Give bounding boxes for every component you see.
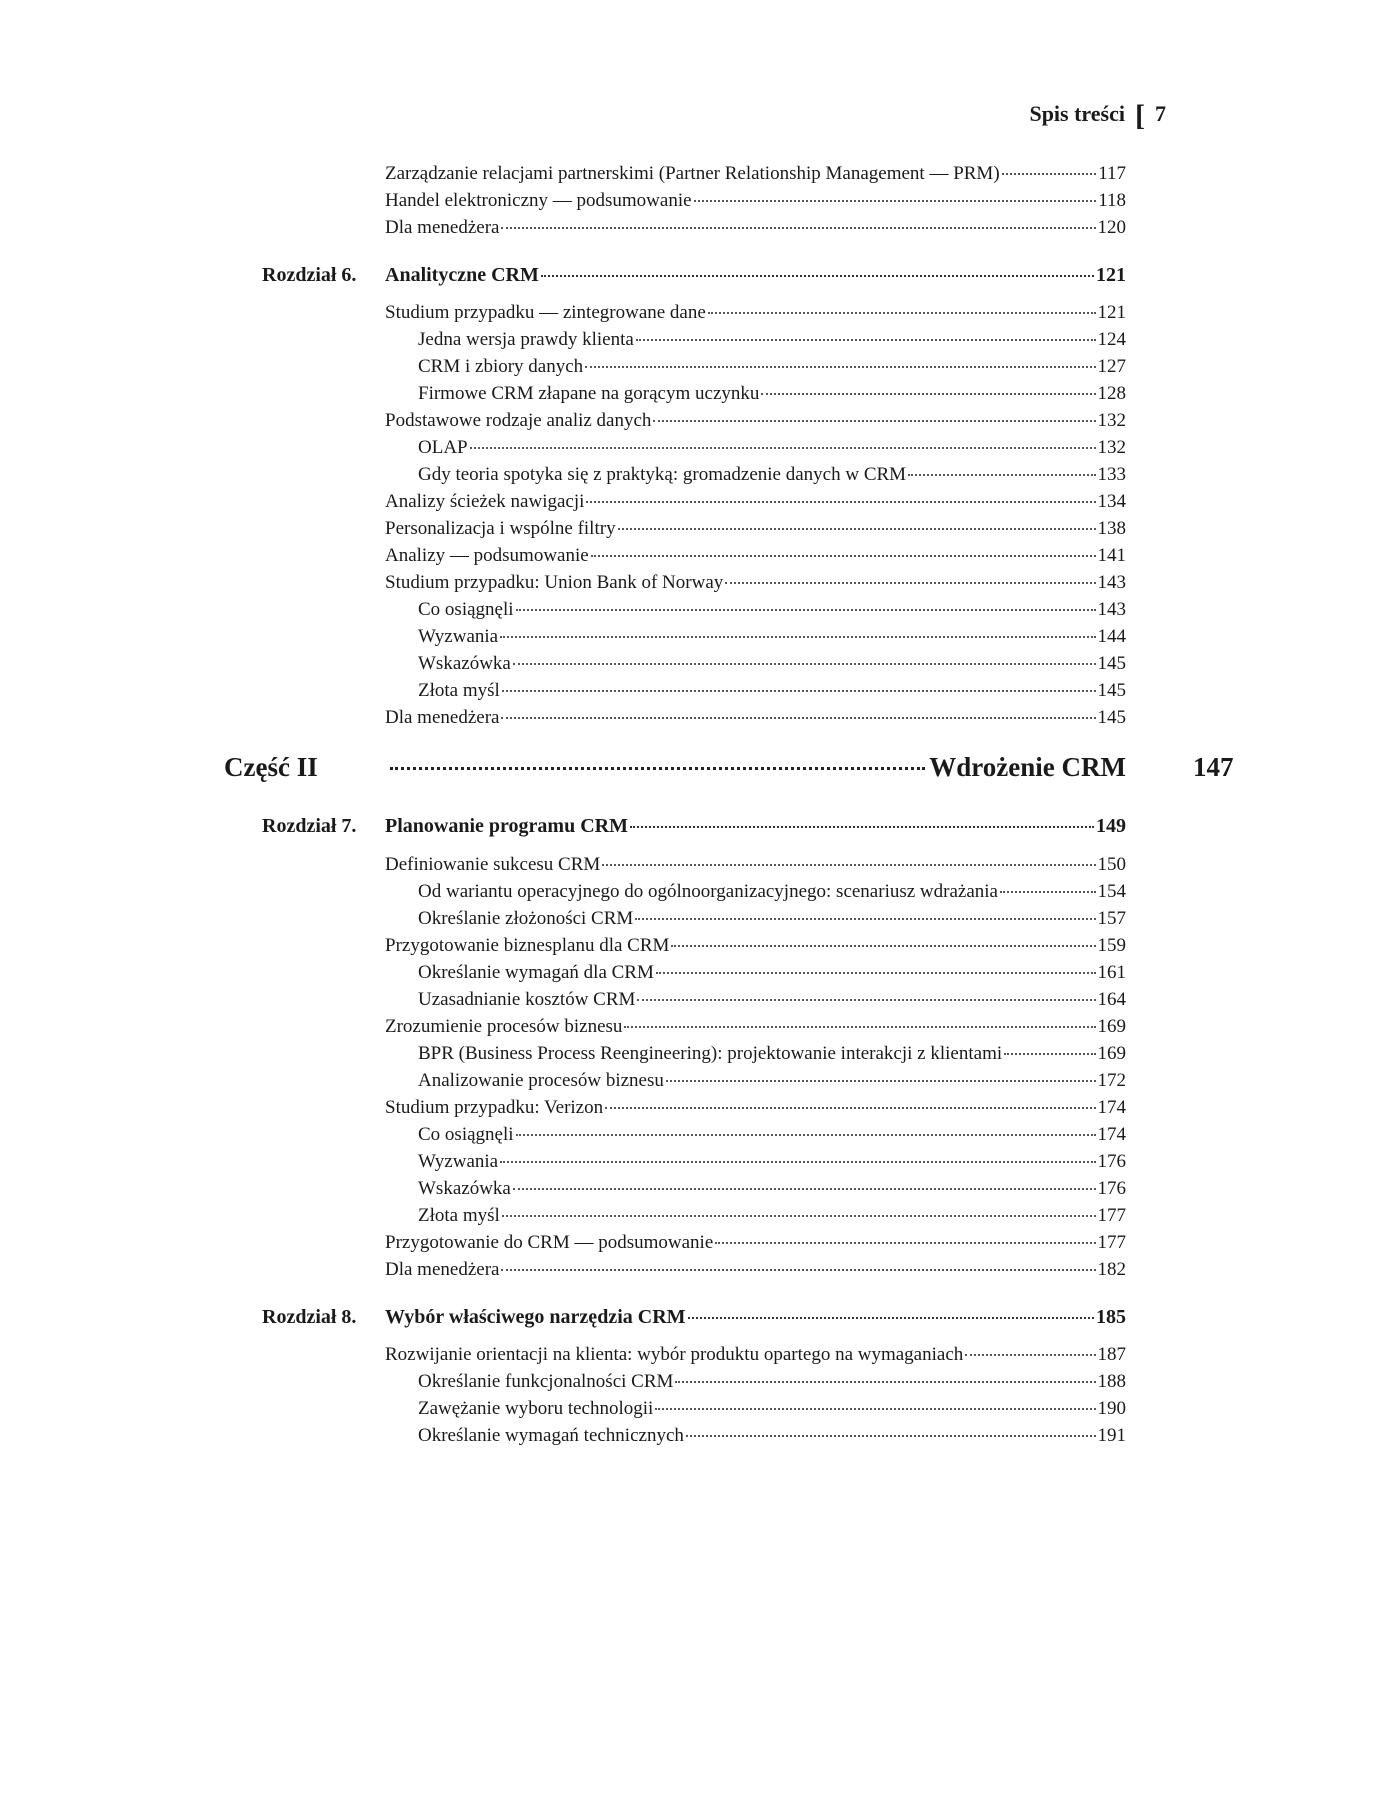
toc-entry-title: Analizy ścieżek nawigacji: [385, 491, 585, 512]
toc-entry: [385, 1232, 1126, 1254]
toc-entry-page: 132: [1097, 410, 1126, 431]
toc-subentry: [418, 1371, 1126, 1393]
dot-leader: [635, 918, 1095, 920]
chapter-entry: [385, 1306, 1126, 1329]
toc-entry-page: 117: [1098, 163, 1126, 184]
dot-leader: [675, 1381, 1095, 1383]
toc-entry-page: 145: [1097, 680, 1126, 701]
toc-entry-title: Dla menedżera: [385, 1259, 500, 1280]
chapter-page: 149: [1096, 815, 1126, 837]
dot-leader: [516, 609, 1096, 611]
toc-entry-title: Przygotowanie do CRM — podsumowanie: [385, 1232, 714, 1253]
dot-leader: [470, 447, 1096, 449]
dot-leader: [501, 227, 1095, 229]
dot-leader: [715, 1242, 1095, 1244]
toc-entry-page: 169: [1097, 1016, 1126, 1037]
toc-entry-page: 143: [1097, 572, 1126, 593]
toc-entry-page: 132: [1097, 437, 1126, 458]
toc-entry-page: 154: [1097, 881, 1126, 902]
dot-leader: [585, 366, 1095, 368]
toc-entry-title: Wskazówka: [418, 1178, 511, 1199]
toc-entry: [385, 163, 1126, 185]
toc-entry-page: 127: [1097, 356, 1126, 377]
toc-entry: [385, 190, 1126, 212]
dot-leader: [618, 528, 1096, 530]
dot-leader: [602, 864, 1095, 866]
dot-leader: [1002, 173, 1097, 175]
dot-leader: [502, 690, 1096, 692]
dot-leader: [666, 1080, 1096, 1082]
toc-subentry: [418, 626, 1126, 648]
toc-entry: [385, 1344, 1126, 1366]
toc-entry-title: Studium przypadku: Verizon: [385, 1097, 604, 1118]
toc-entry-page: 190: [1097, 1398, 1126, 1419]
dot-leader: [653, 420, 1095, 422]
dot-leader: [500, 636, 1095, 638]
dot-leader: [908, 474, 1095, 476]
toc-entry-title: Definiowanie sukcesu CRM: [385, 854, 601, 875]
dot-leader: [501, 717, 1095, 719]
toc-entry-page: 138: [1097, 518, 1126, 539]
toc-entry-page: 172: [1097, 1070, 1126, 1091]
toc-entry-page: 169: [1097, 1043, 1126, 1064]
toc-entry-title: Rozwijanie orientacji na klienta: wybór produktu opartego na wymaganiach: [385, 1344, 964, 1365]
toc-entry-title: Firmowe CRM złapane na gorącym uczynku: [418, 383, 760, 404]
toc-subentry: [418, 1043, 1126, 1065]
toc-entry: [385, 707, 1126, 729]
dot-leader: [516, 1134, 1096, 1136]
toc-subentry: [418, 437, 1126, 459]
toc-subentry: [418, 599, 1126, 621]
toc-entry-title: Od wariantu operacyjnego do ogólnoorganizacyjnego: scenariusz wdrażania: [418, 881, 998, 902]
dot-leader: [1004, 1053, 1095, 1055]
dot-leader: [656, 972, 1096, 974]
toc-entry: [385, 1016, 1126, 1038]
toc-subentry: [418, 464, 1126, 486]
dot-leader: [591, 555, 1096, 557]
toc-entry-page: 174: [1097, 1124, 1126, 1145]
toc-entry-page: 174: [1097, 1097, 1126, 1118]
toc-entry: [385, 410, 1126, 432]
chapter-title: Planowanie programu CRM: [385, 815, 628, 837]
toc-entry-title: Złota myśl: [418, 680, 500, 701]
toc-entry: [385, 1259, 1126, 1281]
toc-entry-page: 191: [1097, 1425, 1126, 1446]
toc-entry-title: Określanie wymagań dla CRM: [418, 962, 654, 983]
toc-entry-title: Jedna wersja prawdy klienta: [418, 329, 634, 350]
toc-entry-title: Zrozumienie procesów biznesu: [385, 1016, 623, 1037]
dot-leader: [630, 826, 1094, 828]
toc-subentry: [418, 356, 1126, 378]
toc-entry: [385, 935, 1126, 957]
part-title: Wdrożenie CRM: [929, 752, 1126, 782]
toc-entry-title: Personalizacja i wspólne filtry: [385, 518, 616, 539]
toc-entry-title: Studium przypadku — zintegrowane dane: [385, 302, 706, 323]
toc-entry-page: 128: [1097, 383, 1126, 404]
toc-entry: [385, 1097, 1126, 1119]
chapter-title: Analityczne CRM: [385, 264, 539, 286]
running-head-title: Spis treści: [1029, 101, 1125, 126]
dot-leader: [708, 312, 1096, 314]
dot-leader: [686, 1435, 1096, 1437]
toc-entry: [385, 545, 1126, 567]
dot-leader: [761, 393, 1095, 395]
dot-leader: [605, 1107, 1095, 1109]
dot-leader: [501, 1269, 1095, 1271]
toc-subentry: [418, 1151, 1126, 1173]
chapter-entry: [385, 264, 1126, 287]
part-label: Część II: [224, 752, 318, 782]
dot-leader: [725, 582, 1095, 584]
toc-entry-page: 157: [1097, 908, 1126, 929]
toc-subentry: [418, 653, 1126, 675]
toc-entry-page: 144: [1097, 626, 1126, 647]
toc-subentry: [418, 1070, 1126, 1092]
dot-leader: [655, 1408, 1095, 1410]
toc-subentry: [418, 881, 1126, 903]
toc-subentry: [418, 383, 1126, 405]
chapter-page: 121: [1096, 264, 1126, 286]
toc-entry-page: 141: [1097, 545, 1126, 566]
chapter-label: Rozdział 8.: [262, 1306, 357, 1328]
dot-leader: [1000, 891, 1096, 893]
toc-entry-page: 145: [1097, 707, 1126, 728]
toc-entry-title: Analizowanie procesów biznesu: [418, 1070, 664, 1091]
toc-entry-page: 164: [1097, 989, 1126, 1010]
dot-leader: [694, 200, 1097, 202]
dot-leader: [636, 339, 1096, 341]
toc-entry-title: Dla menedżera: [385, 217, 500, 238]
toc-entry-page: 182: [1097, 1259, 1126, 1280]
dot-leader: [513, 663, 1096, 665]
toc-entry-title: Zawężanie wyboru technologii: [418, 1398, 654, 1419]
toc-subentry: [418, 1178, 1126, 1200]
toc-entry-title: Podstawowe rodzaje analiz danych: [385, 410, 652, 431]
dot-leader: [637, 999, 1095, 1001]
toc-entry-title: Określanie wymagań technicznych: [418, 1425, 684, 1446]
toc-subentry: [418, 989, 1126, 1011]
toc-entry-title: Dla menedżera: [385, 707, 500, 728]
toc-subentry: [418, 1425, 1126, 1447]
toc-entry-page: 133: [1097, 464, 1126, 485]
toc-subentry: [418, 680, 1126, 702]
toc-entry-page: 177: [1097, 1232, 1126, 1253]
dot-leader: [513, 1188, 1096, 1190]
toc-entry: [385, 302, 1126, 324]
dot-leader: [502, 1215, 1096, 1217]
toc-subentry: [418, 1398, 1126, 1420]
toc-entry-page: 176: [1097, 1178, 1126, 1199]
toc-subentry: [418, 1205, 1126, 1227]
toc-entry-title: Wyzwania: [418, 626, 499, 647]
toc-entry-title: Uzasadnianie kosztów CRM: [418, 989, 636, 1010]
toc-entry-page: 176: [1097, 1151, 1126, 1172]
dot-leader: [390, 767, 925, 770]
running-head: [1029, 95, 1166, 132]
toc-subentry: [418, 1124, 1126, 1146]
dot-leader: [541, 275, 1094, 277]
toc-entry-page: 177: [1097, 1205, 1126, 1226]
toc-entry-title: BPR (Business Process Reengineering): projektowanie interakcji z klientami: [418, 1043, 1003, 1064]
chapter-title: Wybór właściwego narzędzia CRM: [385, 1306, 686, 1328]
dot-leader: [688, 1317, 1094, 1319]
toc-entry-title: Analizy — podsumowanie: [385, 545, 589, 566]
toc-entry-title: Wyzwania: [418, 1151, 499, 1172]
toc-entry-page: 150: [1097, 854, 1126, 875]
toc-entry-page: 145: [1097, 653, 1126, 674]
toc-entry-page: 118: [1098, 190, 1126, 211]
running-head-separator: [: [1135, 99, 1145, 132]
chapter-page: 185: [1096, 1306, 1126, 1328]
toc-entry-title: Określanie złożoności CRM: [418, 908, 634, 929]
toc-entry-page: 161: [1097, 962, 1126, 983]
toc-entry-page: 134: [1097, 491, 1126, 512]
toc-entry-page: 120: [1097, 217, 1126, 238]
toc-entry-page: 187: [1097, 1344, 1126, 1365]
toc-entry-title: Studium przypadku: Union Bank of Norway: [385, 572, 724, 593]
chapter-label: Rozdział 6.: [262, 264, 357, 286]
toc-entry: [385, 518, 1126, 540]
toc-entry-title: Złota myśl: [418, 1205, 500, 1226]
dot-leader: [965, 1354, 1095, 1356]
running-head-page: 7: [1155, 101, 1166, 126]
toc-entry-page: 121: [1097, 302, 1126, 323]
toc-entry-title: Gdy teoria spotyka się z praktyką: gromadzenie danych w CRM: [418, 464, 907, 485]
toc-subentry: [418, 962, 1126, 984]
toc-entry-page: 159: [1097, 935, 1126, 956]
dot-leader: [586, 501, 1095, 503]
toc-subentry: [418, 329, 1126, 351]
toc-entry: [385, 572, 1126, 594]
toc-entry-title: Co osiągnęli: [418, 1124, 514, 1145]
toc-entry-title: OLAP: [418, 437, 468, 458]
chapter-label: Rozdział 7.: [262, 815, 357, 837]
part-entry: [390, 752, 1126, 783]
toc-entry-title: Handel elektroniczny — podsumowanie: [385, 190, 692, 211]
toc-entry-title: Wskazówka: [418, 653, 511, 674]
toc-entry-title: Określanie funkcjonalności CRM: [418, 1371, 674, 1392]
toc-entry-page: 188: [1097, 1371, 1126, 1392]
dot-leader: [624, 1026, 1095, 1028]
toc-entry-title: Przygotowanie biznesplanu dla CRM: [385, 935, 670, 956]
toc-entry-title: CRM i zbiory danych: [418, 356, 584, 377]
toc-entry-title: Zarządzanie relacjami partnerskimi (Partner Relationship Management — PRM): [385, 163, 1000, 184]
part-page: 147: [1193, 752, 1234, 782]
dot-leader: [671, 945, 1095, 947]
dot-leader: [500, 1161, 1095, 1163]
toc-subentry: [418, 908, 1126, 930]
toc-entry-page: 124: [1097, 329, 1126, 350]
toc-entry: [385, 217, 1126, 239]
toc-entry: [385, 854, 1126, 876]
toc-entry: [385, 491, 1126, 513]
toc-entry-title: Co osiągnęli: [418, 599, 514, 620]
toc-entry-page: 143: [1097, 599, 1126, 620]
chapter-entry: [385, 815, 1126, 838]
